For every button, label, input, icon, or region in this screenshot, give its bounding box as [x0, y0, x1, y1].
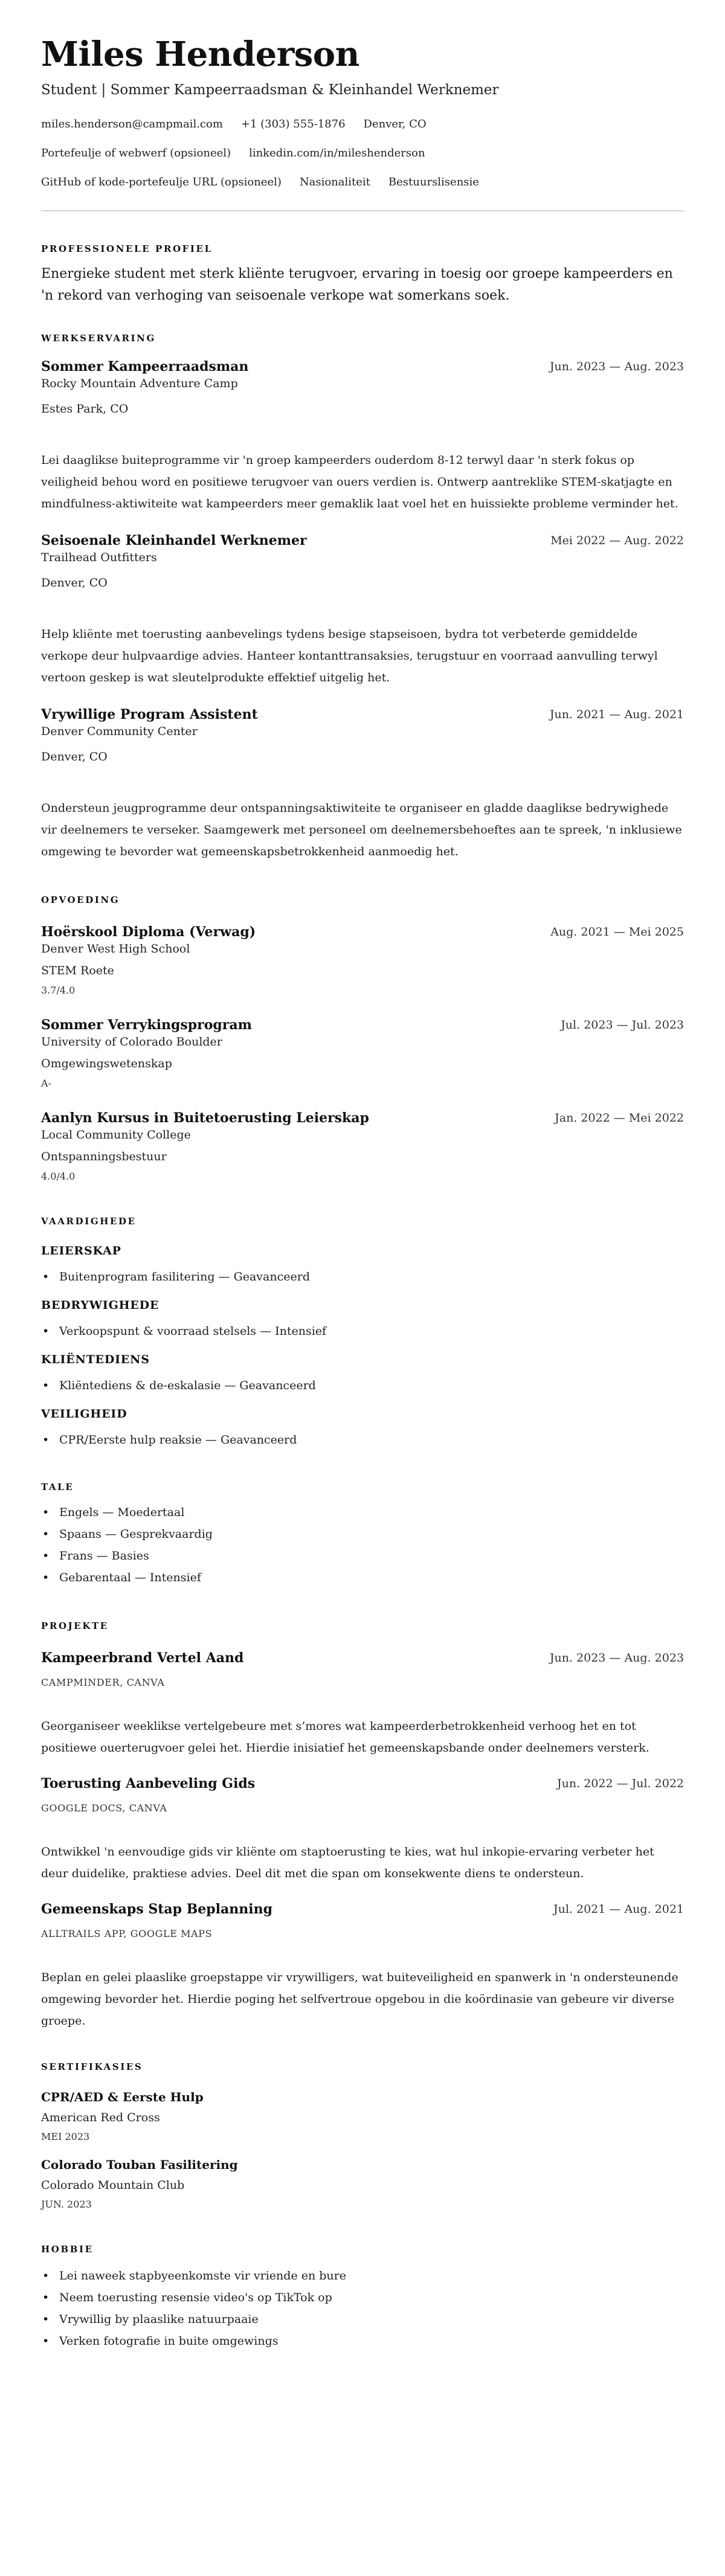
project-description: Beplan en gelei plaaslike groepstappe vir vrywilligers, wat buiteveiligheid en spanwerk in 'n ondersteunende omgewing bevorder het. Hierdie poging het selfvertroue opgebou in die koördinasie van gebeure vir diverse groepe.: [41, 1971, 678, 2028]
section-title-profile: PROFESSIONELE PROFIEL: [41, 243, 213, 254]
project-technologies: ALLTRAILS APP, GOOGLE MAPS: [41, 1928, 213, 1939]
contact-location: Denver, CO: [363, 118, 427, 130]
contact-linkedin[interactable]: linkedin.com/in/mileshenderson: [249, 147, 425, 159]
job-dates: Mei 2022 — Aug. 2022: [550, 534, 684, 547]
skill-category: [41, 1406, 684, 1451]
job-company: Denver Community Center: [41, 725, 198, 738]
project-dates: Jun. 2023 — Aug. 2023: [549, 1651, 684, 1665]
experience-section: [41, 332, 684, 862]
hobby-list: [41, 2265, 684, 2352]
project-description: Ontwikkel 'n eenvoudige gids vir kliënte om staptoerusting te kies, wat hul inkopie-ervaring verbeter het deur duidelike, praktiese advies. Deel dit met die span om konsekwente diens te ondersteun.: [41, 1845, 654, 1880]
job-location: Estes Park, CO: [41, 402, 129, 416]
skill-item: • CPR/Eerste hulp reaksie — Geavanceerd: [41, 1429, 684, 1451]
education-dates: Aug. 2021 — Mei 2025: [550, 925, 684, 939]
skill-list: [41, 1375, 684, 1396]
contact-email[interactable]: miles.henderson@campmail.com: [41, 118, 223, 130]
language-list: [41, 1502, 684, 1588]
language-item: • Frans — Basies: [41, 1545, 684, 1567]
education-section: [41, 894, 684, 1184]
job-location: Denver, CO: [41, 750, 108, 763]
grade: A-: [41, 1078, 51, 1089]
skill-list: [41, 1429, 684, 1451]
header-divider: [41, 210, 684, 211]
skill-category-title: VEILIGHEID: [41, 1407, 127, 1421]
projects-section: [41, 1620, 684, 2032]
certification-issuer: American Red Cross: [41, 2111, 160, 2124]
certification-name: Colorado Touban Fasilitering: [41, 2157, 238, 2172]
profile-section: [41, 243, 684, 307]
section-title-languages: TALE: [41, 1482, 74, 1492]
contact-nationality: Nasionaliteit: [299, 176, 370, 188]
degree-title: Sommer Verrykingsprogram: [41, 1017, 252, 1033]
hobby-item: • Neem toerusting resensie video's op TikTok op: [41, 2287, 684, 2308]
resume-header: [41, 35, 684, 211]
job-description: Ondersteun jeugprogramme deur ontspanningsaktiwiteite te organiseer en gladde daaglikse bedrywighede vir deelnemers te verseker. Saamgewerk met personeel om deelnemersbehoeftes aan te spreek, 'n inklusiewe omgewing te bevorder wat gemeenskapsbetrokkenheid aanmoedig het.: [41, 801, 682, 858]
education-dates: Jul. 2023 — Jul. 2023: [561, 1018, 684, 1032]
degree-title: Aanlyn Kursus in Buitetoerusting Leierskap: [41, 1110, 369, 1126]
skills-section: [41, 1215, 684, 1451]
education-dates: Jan. 2022 — Mei 2022: [555, 1111, 684, 1125]
school-name: Denver West High School: [41, 942, 190, 956]
skill-category-title: LEIERSKAP: [41, 1244, 121, 1257]
contact-row: [41, 110, 684, 139]
contact-row: [41, 168, 684, 197]
education-entry: [41, 1109, 684, 1184]
hobbies-section: [41, 2243, 684, 2352]
skill-item: • Verkoopspunt & voorraad stelsels — Intensief: [41, 1320, 684, 1342]
certification-entry: [41, 2089, 684, 2144]
education-entry: [41, 923, 684, 998]
project-entry: [41, 1649, 684, 1759]
job-location: Denver, CO: [41, 576, 108, 589]
skill-item: • Buitenprogram fasilitering — Geavanceerd: [41, 1266, 684, 1288]
school-name: Local Community College: [41, 1128, 191, 1142]
job-dates: Jun. 2021 — Aug. 2021: [549, 708, 684, 721]
job-title: Sommer Kampeerraadsman: [41, 359, 249, 374]
project-dates: Jun. 2022 — Jul. 2022: [557, 1777, 684, 1790]
certification-name: CPR/AED & Eerste Hulp: [41, 2090, 204, 2104]
contact-portfolio[interactable]: Portefeulje of webwerf (opsioneel): [41, 147, 231, 159]
project-title: Toerusting Aanbeveling Gids: [41, 1776, 256, 1791]
education-entry: [41, 1016, 684, 1091]
candidate-tagline: Student | Sommer Kampeerraadsman & Kleinhandel Werknemer: [41, 82, 499, 98]
section-title-certifications: SERTIFIKASIES: [41, 2061, 143, 2072]
field-of-study: Ontspanningsbestuur: [41, 1150, 167, 1163]
profile-summary: Energieke student met sterk kliënte terugvoer, ervaring in toesig oor groepe kampeerders en 'n rekord van verhoging van seisoenale verkope wat somerkans soek.: [41, 266, 673, 303]
skill-category-title: KLIËNTEDIENS: [41, 1353, 150, 1366]
language-item: • Spaans — Gesprekvaardig: [41, 1523, 684, 1545]
certifications-section: [41, 2061, 684, 2212]
languages-section: [41, 1481, 684, 1588]
contact-phone[interactable]: +1 (303) 555-1876: [240, 118, 346, 130]
field-of-study: STEM Roete: [41, 964, 114, 977]
project-title: Kampeerbrand Vertel Aand: [41, 1650, 244, 1666]
contact-info: [41, 110, 684, 197]
skill-category: [41, 1243, 684, 1288]
school-name: University of Colorado Boulder: [41, 1035, 222, 1049]
skill-category-title: BEDRYWIGHEDE: [41, 1299, 160, 1312]
job-title: Seisoenale Kleinhandel Werknemer: [41, 533, 307, 548]
candidate-name: Miles Henderson: [41, 34, 359, 74]
certification-date: JUN. 2023: [41, 2199, 92, 2210]
job-description: Help kliënte met toerusting aanbevelings tydens besige stapseisoen, bydra tot verbeterde gemiddelde verkope deur hulpvaardige advies. Hanteer kontanttransaksies, terugstuur en voorraad aanvulling terwyl vertoon geskep is wat sleutelprodukte effektief uitgelig het.: [41, 628, 658, 684]
field-of-study: Omgewingswetenskap: [41, 1057, 172, 1070]
section-title-skills: VAARDIGHEDE: [41, 1216, 137, 1227]
language-item: • Gebarentaal — Intensief: [41, 1567, 684, 1588]
experience-entry: [41, 705, 684, 862]
skill-category: [41, 1297, 684, 1342]
job-company: Trailhead Outfitters: [41, 551, 157, 564]
project-title: Gemeenskaps Stap Beplanning: [41, 1901, 273, 1917]
project-entry: [41, 1775, 684, 1884]
hobby-item: • Lei naweek stapbyeenkomste vir vriende en bure: [41, 2265, 684, 2287]
job-dates: Jun. 2023 — Aug. 2023: [549, 360, 684, 373]
section-title-education: OPVOEDING: [41, 895, 120, 905]
project-technologies: GOOGLE DOCS, CANVA: [41, 1802, 167, 1814]
skill-list: [41, 1266, 684, 1288]
skill-item: • Kliëntediens & de-eskalasie — Geavanceerd: [41, 1375, 684, 1396]
job-description: Lei daaglikse buiteprogramme vir 'n groep kampeerders ouderdom 8-12 terwyl daar 'n sterk fokus op veiligheid behou word en positiewe terugvoer van ouers verdien is. Ontwerp aantreklike STEM-skatjagte en mindfulness-aktiwiteite wat kampeerders meer gemaklik laat voel het en huissiekte probleme verminder het.: [41, 454, 678, 510]
hobby-item: • Verken fotografie in buite omgewings: [41, 2330, 684, 2352]
project-entry: [41, 1900, 684, 2032]
degree-title: Hoërskool Diploma (Verwag): [41, 924, 256, 940]
hobby-item: • Vrywillig by plaaslike natuurpaaie: [41, 2308, 684, 2330]
contact-github[interactable]: GitHub of kode-portefeulje URL (opsioneel): [41, 176, 282, 188]
experience-entry: [41, 532, 684, 689]
certification-entry: [41, 2156, 684, 2212]
language-item: • Engels — Moedertaal: [41, 1502, 684, 1523]
skill-list: [41, 1320, 684, 1342]
job-title: Vrywillige Program Assistent: [41, 707, 258, 722]
grade: 3.7/4.0: [41, 984, 76, 996]
project-dates: Jul. 2021 — Aug. 2021: [553, 1903, 684, 1916]
section-title-hobbies: HOBBIE: [41, 2244, 94, 2255]
certification-date: MEI 2023: [41, 2131, 90, 2142]
contact-row: [41, 139, 684, 168]
contact-drivers-license: Bestuurslisensie: [388, 176, 479, 188]
certification-issuer: Colorado Mountain Club: [41, 2179, 185, 2192]
experience-entry: [41, 358, 684, 515]
section-title-projects: PROJEKTE: [41, 1620, 109, 1631]
section-title-experience: WERKSERVARING: [41, 333, 156, 344]
job-company: Rocky Mountain Adventure Camp: [41, 377, 238, 390]
skill-category: [41, 1352, 684, 1396]
grade: 4.0/4.0: [41, 1171, 76, 1182]
project-description: Georganiseer weeklikse vertelgebeure met s’mores wat kampeerderbetrokkenheid verhoog het en tot positiewe ouerterugvoer gelei het. Hierdie inisiatief het gemeenskapsbande onder deelnemers versterk.: [41, 1720, 649, 1755]
project-technologies: CAMPMINDER, CANVA: [41, 1677, 165, 1688]
